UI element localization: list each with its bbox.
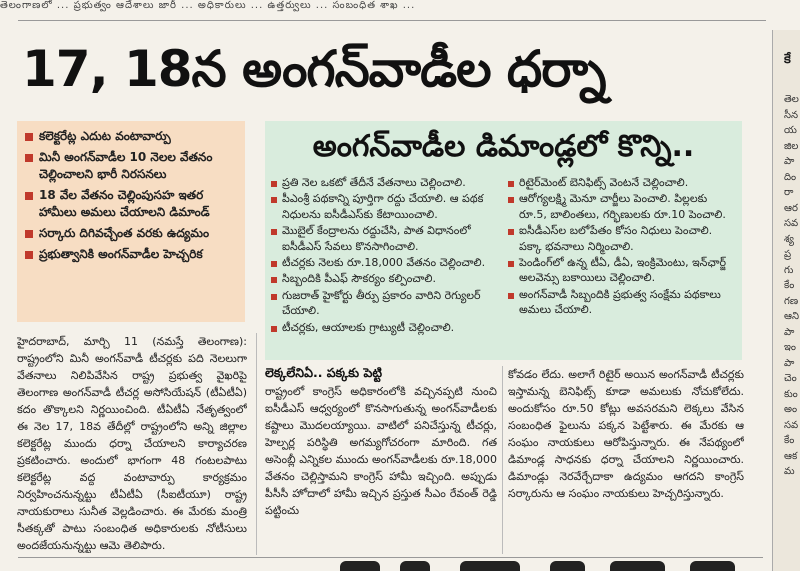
adjacent-headline: కే xyxy=(784,52,791,67)
subheading: లెక్కలేనిఏ.. పక్కకు పెట్టి xyxy=(265,365,382,380)
headline-glyph xyxy=(400,561,430,571)
demand-item: టీచర్లకు, ఆయాలకు గ్రాట్యుటీ చెల్లించాలి. xyxy=(271,320,499,335)
demands-left-column xyxy=(271,175,499,336)
adjacent-text-line: కేం xyxy=(784,280,795,291)
bullet-square-icon xyxy=(271,181,277,187)
demands-right-column xyxy=(508,175,736,336)
adjacent-text-lines xyxy=(772,92,800,480)
adjacent-text-line: అం xyxy=(784,404,798,415)
bullet-square-icon xyxy=(271,229,277,235)
adjacent-text-line: మ xyxy=(784,466,795,477)
next-headline-strip xyxy=(300,561,760,571)
adjacent-text-line: పా xyxy=(784,326,795,338)
adjacent-text-line: కుం xyxy=(784,388,798,400)
bullet-square-icon xyxy=(271,294,277,300)
demand-item: మొబైల్ కేంద్రాలను రద్దుచేసి, పాత విధానంలో ఐసీడీఎస్ సేవలు కొనసాగించాలి. xyxy=(271,223,499,254)
adjacent-text-line: సీన xyxy=(784,109,799,121)
headline-glyph xyxy=(340,561,380,571)
headline-glyph xyxy=(460,561,520,571)
headline: 17, 18న అంగన్‌వాడీల ధర్నా xyxy=(22,40,606,98)
bullet-square-icon xyxy=(25,133,33,141)
demand-item: గుజరాత్ హైకోర్టు తీర్పు ప్రకారం వారిని రెగ్యులర్ చేయాలి. xyxy=(271,288,499,319)
bottom-divider xyxy=(18,557,763,558)
article-column-2: రాష్ట్రంలో కాంగ్రెస్ అధికారంలోకి వచ్చినప్పటి నుంచి ఐసీడీఎస్ ఆధ్వర్యంలో కొనసాగుతున్న అంగన్‌వాడీలకు కష్టాలు మొదలయ్యాయి. వాటిలో పనిచేస్తున్న టీచర్లు, హెల్పర్ల పరిస్థితి అగమ్యగోచరంగా మారింది. గత అసెంబ్లీ ఎన్నికల ముందు అంగన్‌వాడీలకు రూ.18,000 వేతనం చెల్లిస్తామని కాంగ్రెస్ హామీ ఇచ్చింది. అప్పుడు పీసీసీ హోదాలో హామీ ఇచ్చిన ప్రస్తుత సీఎం రేవంత్ రెడ్డి పట్టించు xyxy=(265,385,497,517)
demand-item: పీఎంశ్రీ పథకాన్ని పూర్తిగా రద్దు చేయాలి. ఆ పథక నిధులను ఐసీడీఎస్‌కు కేటాయించాలి. xyxy=(271,191,499,222)
highlight-item: కలెక్టరేట్ల ఎదుట వంటావార్పు xyxy=(25,128,239,145)
adjacent-column-panel xyxy=(772,30,800,571)
adjacent-text-line: ఆర xyxy=(784,202,798,214)
article-column-3: కోవడం లేదు. అలాగే రిటైర్ అయిన అంగన్‌వాడీ టీచర్లకు ఇస్తామన్న బెనిఫిట్స్ కూడా అమలుకు నోచుకోలేదు. అందుకోసం రూ.50 కోట్లు అవసరమని లెక్కలు వేసిన సంబంధిత ఫైలును పక్కన పెట్టేశారు. ఈ మేరకు ఆ సంఘం నాయకులు ఆరోపిస్తున్నారు. ఈ నేపథ్యంలో డిమాండ్ల సాధనకు ధర్నా చేయాలని నిర్ణయించారు. డిమాండ్లు నెరవేర్చేదాకా ఉద్యమం ఆగదని కాంగ్రెస్ సర్కారును ఆ సంఘం నాయకులు హెచ్చరిస్తున్నారు. xyxy=(508,368,744,500)
demand-item: ఐసీడీఎస్‌ల బలోపేతం కోసం నిధులు పెంచాలి. పక్కా భవనాలు నిర్మించాలి. xyxy=(508,223,736,254)
bullet-square-icon xyxy=(271,277,277,283)
adjacent-text-line: చెం xyxy=(784,373,797,384)
top-divider xyxy=(18,20,766,21)
previous-article-strip: తెలంగాణలో ... ప్రభుత్వం ఆదేశాలు జారీ ... అధికారులు ... ఉత్తర్వులు ... సంబంధిత శాఖ ... xyxy=(0,0,416,11)
demands-title: అంగన్‌వాడీల డిమాండ్లలో కొన్ని.. xyxy=(312,129,695,164)
adjacent-text-line: సవ xyxy=(784,419,799,431)
headline-glyph xyxy=(550,561,585,571)
highlight-item: సర్కారు దిగివచ్చేంత వరకు ఉద్యమం xyxy=(25,225,239,242)
bullet-square-icon xyxy=(271,197,277,203)
adjacent-text-line: గు xyxy=(784,264,794,276)
bullet-square-icon xyxy=(25,230,33,238)
highlight-item: ప్రభుత్వానికి అంగన్‌వాడీల హెచ్చరిక xyxy=(25,246,239,263)
adjacent-text-line: శ్య xyxy=(784,233,794,245)
demand-item: రిటైర్‌మెంట్ బెనిఫిట్స్ వెంటనే చెల్లించాలి. xyxy=(508,175,736,190)
highlight-item: 18 వేల వేతనం చెల్లింపుసహ ఇతర హామీలు అమలు చేయాలని డిమాండ్ xyxy=(25,187,239,221)
bullet-square-icon xyxy=(508,261,514,267)
headline-glyph xyxy=(610,561,665,571)
adjacent-text-line: రా xyxy=(784,187,794,198)
demand-item: అంగన్‌వాడీ సిబ్బందికి ప్రభుత్వ సంక్షేమ పథకాలు అమలు చేయాలి. xyxy=(508,287,736,318)
bullet-square-icon xyxy=(25,251,33,259)
bullet-square-icon xyxy=(508,181,514,187)
article-main-text: హైదరాబాద్, మార్చి 11 (నమస్తే తెలంగాణ): రాష్ట్రంలోని మినీ అంగన్‌వాడీ టీచర్లకు పది నెలలుగా వేతనాలు నిలిపివేసిన రాష్ట్ర ప్రభుత్వ వైఖరిపై తెలంగాణ అంగన్‌వాడీ టీచర్ల అసోసియేషన్ (టీఏటీఏ) కదం తొక్కాలని నిర్ణయించింది. టీఏటీఏ నేతృత్వంలో ఈ నెల 17, 18వ తేదీల్లో రాష్ట్రంలోని అన్ని జిల్లాల కలెక్టరేట్ల ముందు ధర్నా చేయాలని కార్యాచరణ ప్రకటించారు. అందులో భాగంగా 48 గంటలపాటు కలెక్టరేట్ల వద్ద వంటావార్పు కార్యక్రమం నిర్వహించనున్నట్టు టీఏటీఏ (సీఐటీయూ) రాష్ట్ర నాయకురాలు సునీత వెల్లడించారు. ఈ మేరకు మంత్రి సీతక్కతో పాటు సంబంధిత అధికారులకు నోటీసులు అందజేయనున్నట్టు ఆమె తెలిపారు. xyxy=(17,335,247,552)
adjacent-text-line: తెల xyxy=(784,94,799,105)
demands-box xyxy=(265,121,742,360)
adjacent-text-line: పా xyxy=(784,156,795,167)
adjacent-text-line: గణ xyxy=(784,295,799,307)
column-divider xyxy=(502,366,503,554)
adjacent-text-line: ఆక xyxy=(784,450,798,462)
headline-glyph xyxy=(690,561,735,571)
bullet-square-icon xyxy=(508,229,514,235)
adjacent-text-line: పా xyxy=(784,357,795,369)
adjacent-text-line: ప్ర xyxy=(784,249,792,260)
demand-item: పెండింగ్‌లో ఉన్న టీఏ, డీఏ, ఇంక్రిమెంటు, ఇన్‌ఛార్జ్ అలవెన్సు బకాయిలు చెల్లించాలి. xyxy=(508,255,736,286)
bullet-square-icon xyxy=(25,192,33,200)
adjacent-text-line: ఆని xyxy=(784,311,799,322)
highlight-item: మినీ అంగన్‌వాడీల 10 నెలల వేతనం చెల్లించాలని భారీ నిరసనలు xyxy=(25,149,239,183)
adjacent-text-line: సవ xyxy=(784,218,799,229)
adjacent-text-line: కేం xyxy=(784,435,795,446)
demand-item: ఆరోగ్యలక్ష్మి మెనూ చార్జీలు పెంచాలి. పిల్లలకు రూ.5, బాలింతలు, గర్భిణులకు రూ.10 పెంచాలి. xyxy=(508,191,736,222)
bullet-square-icon xyxy=(508,197,514,203)
bullet-square-icon xyxy=(508,293,514,299)
adjacent-text-line: య xyxy=(784,125,797,136)
demand-item: టీచర్లకు నెలకు రూ.18,000 వేతనం చెల్లించాలి. xyxy=(271,255,499,270)
bullet-square-icon xyxy=(271,261,277,267)
panel-divider xyxy=(772,30,773,571)
bullet-square-icon xyxy=(25,154,33,162)
bullet-square-icon xyxy=(271,326,277,332)
column-divider xyxy=(256,333,257,555)
adjacent-text-line: జిల xyxy=(784,140,799,152)
adjacent-text-line: దిం xyxy=(784,171,797,183)
demand-item: ప్రతి నెల ఒకటో తేదీనే వేతనాలు చెల్లించాలి. xyxy=(271,175,499,190)
highlights-box xyxy=(17,121,245,322)
demand-item: సిబ్బందికి పీఎఫ్ సౌకర్యం కల్పించాలి. xyxy=(271,271,499,286)
adjacent-text-line: ఇం xyxy=(784,342,796,353)
